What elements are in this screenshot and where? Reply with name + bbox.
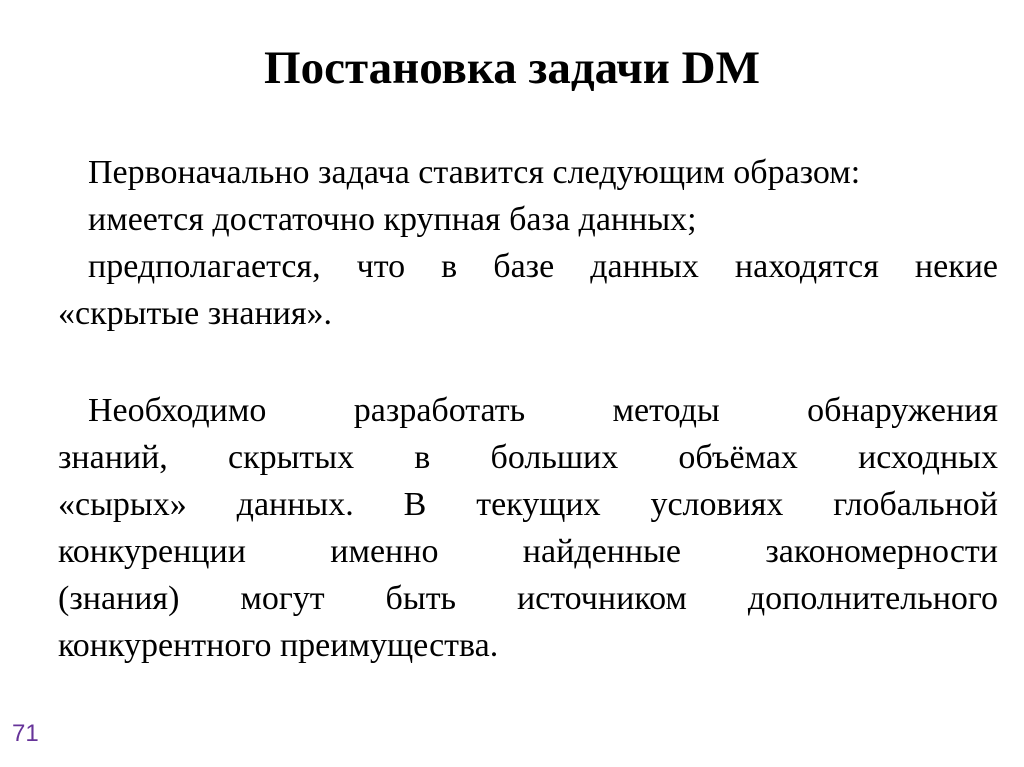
text-line: имеется достаточно крупная база данных; (88, 201, 697, 238)
text-line: предполагается, что в базе данных находятся некие (88, 248, 998, 285)
text-line: «сырых» данных. В текущих условиях глобальной (58, 486, 998, 523)
paragraph-intro (58, 149, 998, 337)
text-line: Первоначально задача ставится следующим образом: (88, 154, 861, 191)
text-line: Необходимо разработать методы обнаружения (88, 392, 998, 429)
slide-title: Постановка задачи DM (264, 42, 760, 94)
text-line: знаний, скрытых в больших объёмах исходных (58, 439, 998, 476)
paragraph-goal (58, 387, 998, 669)
page-number: 71 (12, 720, 39, 747)
text-line: конкурентного преимущества. (58, 627, 499, 664)
text-line: конкуренции именно найденные закономерности (58, 533, 998, 570)
text-line: «скрытые знания». (58, 295, 332, 332)
text-line: (знания) могут быть источником дополнительного (58, 580, 998, 617)
